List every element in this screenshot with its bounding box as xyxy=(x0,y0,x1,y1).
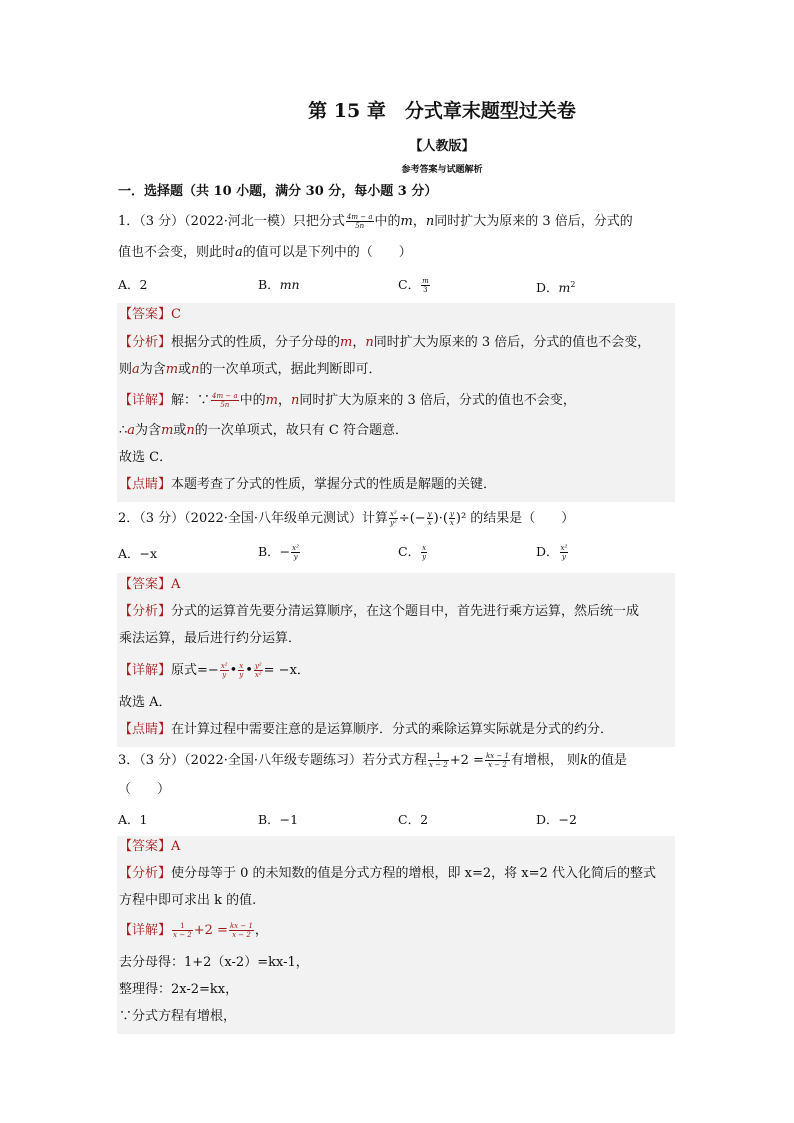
q3-option-d: D．−2 xyxy=(536,812,577,827)
edition-label: 【人教版】 xyxy=(409,139,475,154)
q2-analysis-line1: 【分析】分式的运算首先要分清运算顺序，在这个题目中，首先进行乘方运算，然后统一成 xyxy=(119,604,640,619)
q1-comment: 【点睛】本题考查了分式的性质，掌握分式的性质是解题的关键． xyxy=(119,477,497,492)
q2-detail: 【详解】原式=− $\frac{\text{x²}}{y}$ • $\frac{x}{y}$ • $\frac{\text{y²}}{\text{x²}}$ = −x． xyxy=(119,662,310,679)
q2-option-c: C． $\frac{x}{y}$ xyxy=(398,544,427,561)
q1-analysis-line2: 则a为含m或n的一次单项式，据此判断即可． xyxy=(119,362,382,377)
q1-option-c: C． $\frac{m}{3}$ xyxy=(398,277,429,294)
q3-step2: 整理得：2x-2=kx， xyxy=(119,982,239,997)
q3-detail: 【详解】 $\frac{1}{x - 2}$ +2 = $\frac{kx - 1}{x - 2}$ ， xyxy=(119,922,268,939)
q1-analysis-line1: 【分析】根据分式的性质，分子分母的m，n同时扩大为原来的 3 倍后，分式的值也不会变， xyxy=(119,335,651,350)
q3-stem-line1: 3．（3 分）（2022·全国·八年级专题练习）若分式方程 $\frac{1}{x - 2}$ +2 = $\frac{kx - 1}{x - 2}$ 有增根， 则k的值是 xyxy=(118,752,627,769)
q3-option-a: A．1 xyxy=(118,812,148,827)
q3-step1: 去分母得：1+2（x-2）=kx-1， xyxy=(119,955,309,970)
q1-option-d: D．$m^2$ xyxy=(536,280,576,296)
q2-answer: 【答案】A xyxy=(119,577,181,592)
subtitle: 参考答案与试题解析 xyxy=(401,165,483,175)
q2-option-d: D． $\frac{\text{x²}}{y}$ xyxy=(536,544,568,561)
q3-analysis-line1: 【分析】使分母等于 0 的未知数的值是分式方程的增根，即 x=2，将 x=2 代入化简后的整式 xyxy=(119,866,656,881)
q1-answer: 【答案】C xyxy=(119,307,181,322)
q1-fraction: $\frac{4m - a}{5n}$ xyxy=(346,213,373,230)
q2-stem: 2．（3 分）（2022·全国·八年级单元测试）计算 $\frac{\text{x²}}{\text{y²}}$ ÷(− $\frac{y}{x}$ )·( $\frac{y}{x}$ )² 的结果是（ ） xyxy=(118,510,575,527)
q3-step3: ∵分式方程有增根， xyxy=(119,1009,237,1024)
q3-option-c: C．2 xyxy=(398,812,429,827)
section-heading: 一．选择题（共 10 小题，满分 30 分，每小题 3 分） xyxy=(118,184,438,199)
q2-comment: 【点睛】在计算过程中需要注意的是运算顺序．分式的乘除运算实际就是分式的约分． xyxy=(119,722,614,737)
q2-option-b: B．− $\frac{\text{x²}}{y}$ xyxy=(258,544,299,561)
q3-analysis-line2: 方程中即可求出 k 的值. xyxy=(119,893,257,908)
q3-answer: 【答案】A xyxy=(119,839,181,854)
q1-detail-line1: 【详解】解：∵ $\frac{4m - a}{5n}$ 中的m，n同时扩大为原来的 3 倍后，分式的值也不会变， xyxy=(119,392,576,409)
q1-choose: 故选 C． xyxy=(119,450,173,465)
q1-detail-line2: ∴a为含m或n的一次单项式，故只有 C 符合题意． xyxy=(119,423,408,438)
q1-stem-line1: 1．（3 分）（2022·河北一模）只把分式 $\frac{4m - a}{5n}$ 中的m，n同时扩大为原来的 3 倍后，分式的 xyxy=(118,213,633,230)
q2-choose: 故选 A． xyxy=(119,695,172,710)
q2-option-a: A．−x xyxy=(118,546,158,561)
q1-option-b: B．mn xyxy=(258,277,300,292)
q3-option-b: B．−1 xyxy=(258,812,299,827)
q1-option-a: A．2 xyxy=(118,277,148,292)
q1-stem-line2: 值也不会变，则此时a的值可以是下列中的（ ） xyxy=(118,245,412,260)
q2-analysis-line2: 乘法运算，最后进行约分运算． xyxy=(119,631,302,646)
page-title: 第 15 章 分式章末题型过关卷 xyxy=(308,100,576,122)
q3-stem-line2: （ ） xyxy=(118,782,171,797)
